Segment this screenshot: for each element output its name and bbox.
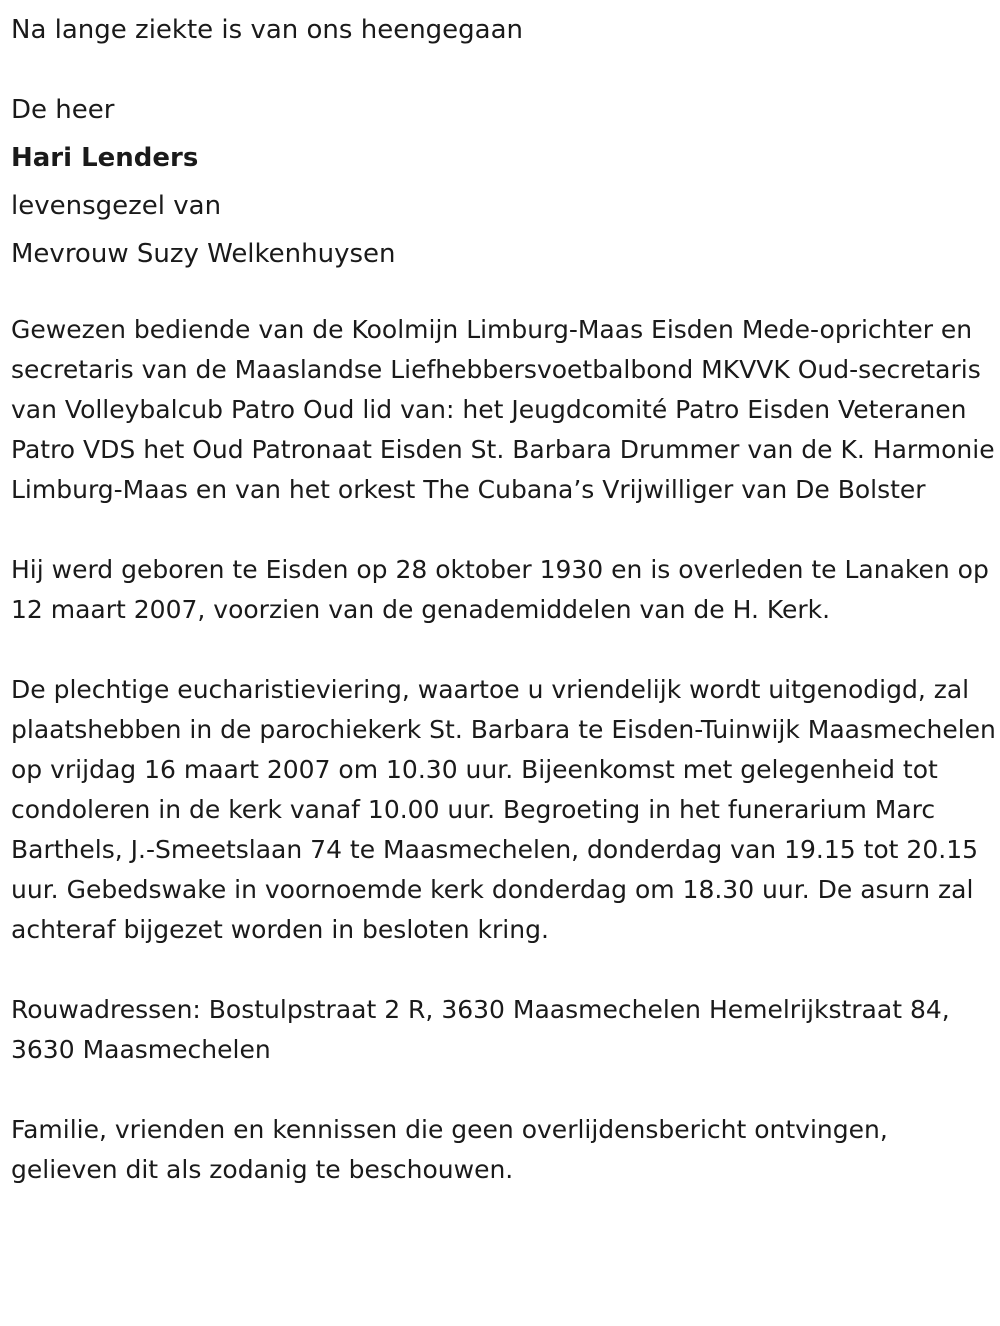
birth-death-paragraph: Hij werd geboren te Eisden op 28 oktober 1930 en is overleden te Lanaken op 12 maart 2007, voorzien van de genademiddelen van de H. Kerk. [11, 555, 989, 624]
ceremony-paragraph: De plechtige eucharistieviering, waartoe u vriendelijk wordt uitgenodigd, zal plaatshebben in de parochiekerk St. Barbara te Eisden-Tuinwijk Maasmechelen op vrijdag 16 maart 2007 om 10.30 uur. Bijeenkomst met gelegenheid tot condoleren in de kerk vanaf 10.00 uur. Begroeting in het funerarium Marc Barthels, J.-Smeetslaan 74 te Maasmechelen, donderdag van 19.15 tot 20.15 uur. Gebedswake in voornoemde kerk donderdag om 18.30 uur. De asurn zal achteraf bijgezet worden in besloten kring. [11, 675, 996, 944]
spacer [11, 278, 1000, 310]
salutation: De heer [11, 95, 115, 125]
spacer [11, 1070, 1000, 1110]
relation-label: levensgezel van [11, 191, 222, 221]
spacer [11, 950, 1000, 990]
spacer [11, 510, 1000, 550]
partner-name: Mevrouw Suzy Welkenhuysen [11, 239, 396, 269]
closing-paragraph: Familie, vrienden en kennissen die geen overlijdensbericht ontvingen, gelieven dit als zodanig te beschouwen. [11, 1115, 888, 1184]
career-paragraph: Gewezen bediende van de Koolmijn Limburg-Maas Eisden Mede-oprichter en secretaris van de Maaslandse Liefhebbersvoetbalbond MKVVK Oud-secretaris van Volleybalcub Patro Oud lid van: het Jeugdcomité Patro Eisden Veteranen Patro VDS het Oud Patronaat Eisden St. Barbara Drummer van de K. Harmonie Limburg-Maas en van het orkest The Cubana’s Vrijwilliger van De Bolster [11, 315, 995, 504]
intro-line: Na lange ziekte is van ons heengegaan [11, 15, 524, 45]
addresses-paragraph: Rouwadressen: Bostulpstraat 2 R, 3630 Maasmechelen Hemelrijkstraat 84, 3630 Maasmechelen [11, 995, 950, 1064]
spacer [11, 54, 1000, 86]
deceased-name: Hari Lenders [11, 143, 199, 173]
spacer [11, 630, 1000, 670]
